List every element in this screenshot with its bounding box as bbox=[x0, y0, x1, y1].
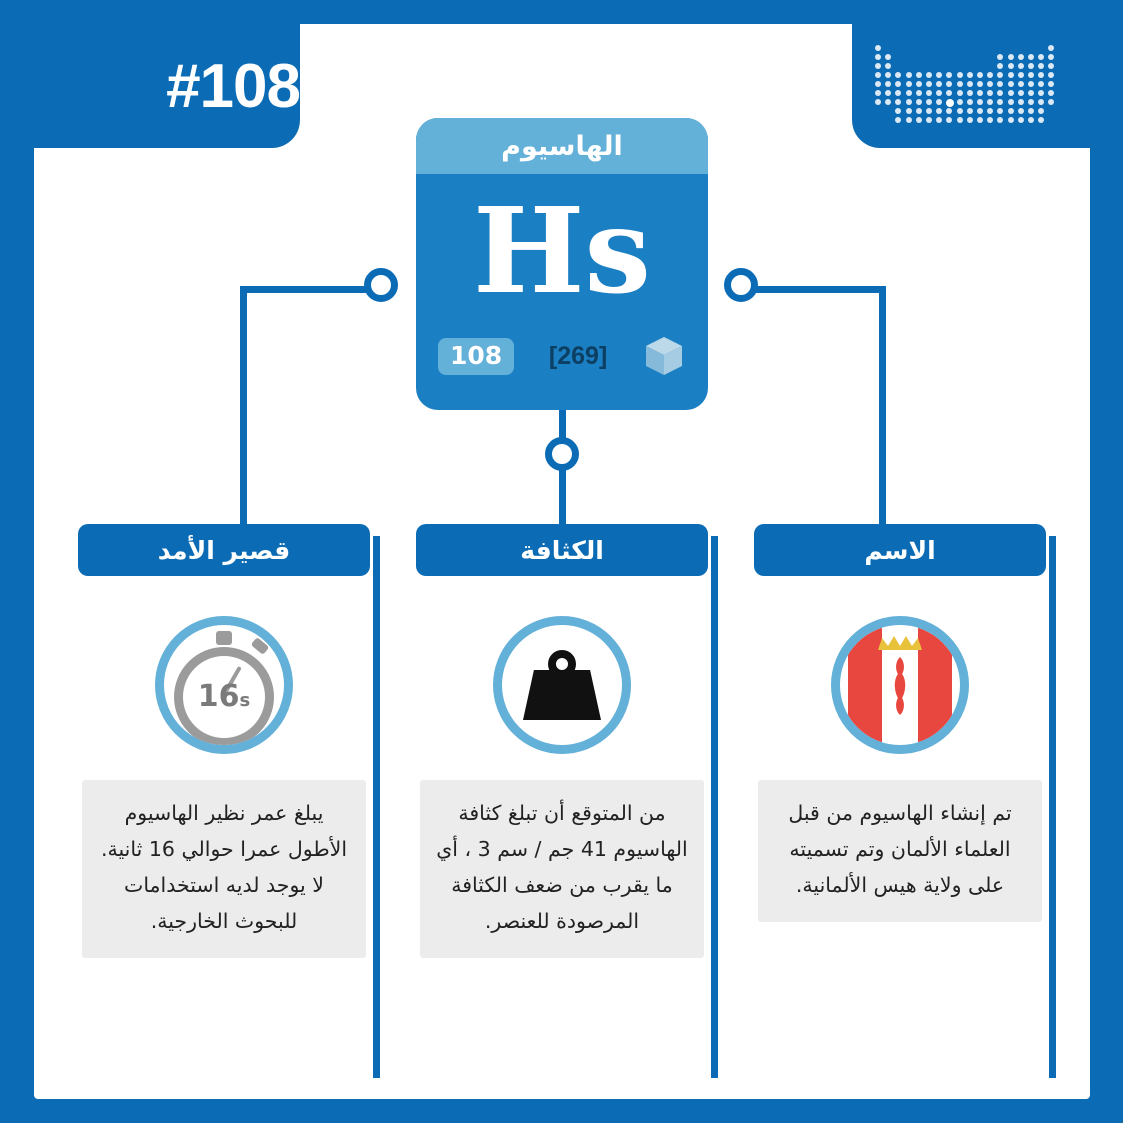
periodic-table-cell bbox=[997, 90, 1003, 96]
periodic-table-cell bbox=[1008, 90, 1014, 96]
periodic-table-cell bbox=[1048, 72, 1054, 78]
periodic-table-cell bbox=[1038, 81, 1044, 87]
periodic-table-cell bbox=[936, 81, 942, 87]
periodic-table-cell bbox=[1048, 90, 1054, 96]
periodic-table-cell bbox=[1028, 99, 1034, 105]
connector-left-horizontal bbox=[240, 286, 368, 293]
periodic-table-cell bbox=[997, 72, 1003, 78]
periodic-table-cell bbox=[916, 81, 922, 87]
column-description-short-lived: يبلغ عمر نظير الهاسيوم الأطول عمرا حوالي 16 ثانية. لا يوجد لديه استخدامات للبحوث الخارجية. bbox=[82, 780, 366, 958]
periodic-table-cell bbox=[1038, 99, 1044, 105]
periodic-table-cell bbox=[967, 90, 973, 96]
periodic-table-cell bbox=[1008, 72, 1014, 78]
connector-right-vertical bbox=[879, 286, 886, 536]
periodic-table-cell bbox=[1038, 90, 1044, 96]
periodic-table-cell bbox=[967, 108, 973, 114]
weight-icon bbox=[493, 616, 631, 754]
column-rule bbox=[711, 536, 718, 1078]
connector-node-left bbox=[364, 268, 398, 302]
connector-node-right bbox=[724, 268, 758, 302]
periodic-table-cell bbox=[1018, 81, 1024, 87]
periodic-table-cell bbox=[957, 90, 963, 96]
periodic-table-cell bbox=[946, 90, 952, 96]
periodic-table-cell bbox=[977, 99, 983, 105]
element-number-badge-label: #108 bbox=[166, 51, 300, 121]
periodic-table-cell bbox=[957, 117, 963, 123]
periodic-table-cell bbox=[875, 99, 881, 105]
periodic-table-cell bbox=[885, 54, 891, 60]
periodic-table-cell bbox=[875, 90, 881, 96]
fact-column-short-lived bbox=[68, 524, 380, 958]
periodic-table-cell bbox=[1028, 72, 1034, 78]
column-title-density: الكثافة bbox=[416, 524, 708, 576]
periodic-table-cell bbox=[967, 99, 973, 105]
periodic-table-cell bbox=[946, 72, 952, 78]
periodic-table-cell bbox=[987, 108, 993, 114]
periodic-table-cell bbox=[967, 81, 973, 87]
periodic-table-cell bbox=[967, 72, 973, 78]
periodic-table-icon bbox=[852, 24, 1090, 148]
connector-left-vertical bbox=[240, 286, 247, 536]
periodic-table-cell bbox=[926, 81, 932, 87]
periodic-table-cell bbox=[1048, 81, 1054, 87]
periodic-table-cell bbox=[1028, 54, 1034, 60]
periodic-table-cell bbox=[1018, 90, 1024, 96]
periodic-table-cell bbox=[895, 90, 901, 96]
element-tile-footer bbox=[416, 334, 708, 378]
periodic-table-cell bbox=[1008, 63, 1014, 69]
periodic-table-cell bbox=[977, 81, 983, 87]
periodic-table-cell bbox=[906, 72, 912, 78]
periodic-table-cell bbox=[946, 117, 952, 123]
periodic-table-cell bbox=[885, 63, 891, 69]
periodic-table-cell bbox=[936, 99, 942, 105]
periodic-table-cell bbox=[916, 90, 922, 96]
periodic-table-cell bbox=[936, 117, 942, 123]
cube-icon bbox=[642, 334, 686, 378]
periodic-table-cell bbox=[895, 99, 901, 105]
periodic-table-cell bbox=[987, 81, 993, 87]
stopwatch-icon bbox=[155, 616, 293, 754]
periodic-table-cell bbox=[875, 81, 881, 87]
periodic-table-cell bbox=[895, 108, 901, 114]
periodic-table-cell bbox=[946, 108, 952, 114]
periodic-table-cell bbox=[1018, 54, 1024, 60]
periodic-table-cell bbox=[957, 99, 963, 105]
periodic-table-cell bbox=[997, 81, 1003, 87]
periodic-table-cell bbox=[1048, 99, 1054, 105]
periodic-table-cell bbox=[1008, 54, 1014, 60]
fact-column-density bbox=[406, 524, 718, 958]
periodic-table-cell bbox=[885, 99, 891, 105]
periodic-table-cell bbox=[1018, 117, 1024, 123]
periodic-table-grid bbox=[875, 45, 1067, 127]
periodic-table-cell bbox=[895, 72, 901, 78]
periodic-table-cell bbox=[1018, 72, 1024, 78]
periodic-table-cell bbox=[875, 72, 881, 78]
periodic-table-cell bbox=[1028, 117, 1034, 123]
periodic-table-cell bbox=[916, 99, 922, 105]
periodic-table-cell bbox=[895, 117, 901, 123]
periodic-table-cell bbox=[997, 63, 1003, 69]
periodic-table-cell bbox=[1018, 108, 1024, 114]
periodic-table-cell bbox=[997, 108, 1003, 114]
periodic-table-cell bbox=[906, 99, 912, 105]
element-name: الهاسيوم bbox=[416, 118, 708, 174]
periodic-table-cell bbox=[1028, 63, 1034, 69]
periodic-table-cell bbox=[977, 108, 983, 114]
periodic-table-cell bbox=[957, 108, 963, 114]
periodic-table-cell bbox=[1038, 54, 1044, 60]
periodic-table-cell bbox=[885, 81, 891, 87]
periodic-table-cell bbox=[957, 72, 963, 78]
periodic-table-cell bbox=[987, 90, 993, 96]
column-description-name: تم إنشاء الهاسيوم من قبل العلماء الألمان وتم تسميته على ولاية هيس الألمانية. bbox=[758, 780, 1042, 922]
periodic-table-cell bbox=[926, 72, 932, 78]
periodic-table-cell bbox=[926, 108, 932, 114]
column-title-short-lived: قصير الأمد bbox=[78, 524, 370, 576]
periodic-table-cell bbox=[885, 90, 891, 96]
periodic-table-cell bbox=[1038, 72, 1044, 78]
periodic-table-cell bbox=[916, 117, 922, 123]
element-number-badge bbox=[34, 24, 300, 148]
column-rule bbox=[1049, 536, 1056, 1078]
periodic-table-cell bbox=[906, 90, 912, 96]
hesse-coat-of-arms-icon bbox=[831, 616, 969, 754]
periodic-table-cell bbox=[926, 90, 932, 96]
periodic-table-cell bbox=[936, 108, 942, 114]
periodic-table-cell bbox=[997, 117, 1003, 123]
periodic-table-cell bbox=[977, 117, 983, 123]
periodic-table-cell bbox=[906, 108, 912, 114]
stopwatch-glyph bbox=[168, 629, 280, 741]
periodic-table-cell bbox=[885, 72, 891, 78]
periodic-table-cell bbox=[977, 90, 983, 96]
periodic-table-cell bbox=[1008, 81, 1014, 87]
periodic-table-cell bbox=[946, 81, 952, 87]
periodic-table-cell bbox=[1038, 63, 1044, 69]
periodic-table-cell bbox=[936, 90, 942, 96]
periodic-table-cell bbox=[1048, 45, 1054, 51]
periodic-table-cell bbox=[926, 99, 932, 105]
infographic-card bbox=[34, 24, 1090, 1099]
connector-right-horizontal bbox=[756, 286, 886, 293]
connector-node-middle bbox=[545, 437, 579, 471]
periodic-table-cell bbox=[906, 117, 912, 123]
periodic-table-cell bbox=[987, 99, 993, 105]
periodic-table-cell bbox=[1048, 63, 1054, 69]
periodic-table-cell bbox=[1008, 117, 1014, 123]
fact-columns bbox=[68, 524, 1056, 958]
periodic-table-cell bbox=[1038, 117, 1044, 123]
periodic-table-cell bbox=[997, 99, 1003, 105]
periodic-table-cell bbox=[987, 72, 993, 78]
element-atomic-number: 108 bbox=[438, 338, 514, 375]
periodic-table-cell bbox=[1048, 54, 1054, 60]
periodic-table-cell bbox=[875, 54, 881, 60]
stopwatch-value: 16s bbox=[197, 679, 251, 714]
periodic-table-cell bbox=[946, 99, 954, 107]
periodic-table-cell bbox=[936, 72, 942, 78]
periodic-table-cell bbox=[987, 117, 993, 123]
periodic-table-cell bbox=[1028, 108, 1034, 114]
column-title-name: الاسم bbox=[754, 524, 1046, 576]
element-symbol: Hs bbox=[473, 181, 651, 320]
fact-column-name bbox=[744, 524, 1056, 958]
periodic-table-cell bbox=[967, 117, 973, 123]
periodic-table-cell bbox=[1018, 63, 1024, 69]
periodic-table-cell bbox=[957, 81, 963, 87]
element-tile bbox=[416, 118, 708, 410]
periodic-table-cell bbox=[916, 108, 922, 114]
periodic-table-cell bbox=[916, 72, 922, 78]
periodic-table-cell bbox=[1008, 108, 1014, 114]
connector-middle-vertical bbox=[559, 410, 566, 540]
periodic-table-cell bbox=[997, 54, 1003, 60]
periodic-table-cell bbox=[1038, 108, 1044, 114]
column-description-density: من المتوقع أن تبلغ كثافة الهاسيوم 41 جم / سم 3 ، أي ما يقرب من ضعف الكثافة المرصودة للعنصر. bbox=[420, 780, 704, 958]
column-rule bbox=[373, 536, 380, 1078]
periodic-table-cell bbox=[1028, 90, 1034, 96]
periodic-table-cell bbox=[1028, 81, 1034, 87]
periodic-table-cell bbox=[875, 45, 881, 51]
periodic-table-cell bbox=[875, 63, 881, 69]
periodic-table-cell bbox=[1018, 99, 1024, 105]
periodic-table-cell bbox=[895, 81, 901, 87]
coat-of-arms-shield bbox=[848, 626, 952, 744]
periodic-table-cell bbox=[926, 117, 932, 123]
element-atomic-mass: [269] bbox=[548, 341, 608, 370]
periodic-table-cell bbox=[906, 81, 912, 87]
weight-glyph bbox=[523, 650, 601, 720]
periodic-table-cell bbox=[977, 72, 983, 78]
periodic-table-cell bbox=[1008, 99, 1014, 105]
